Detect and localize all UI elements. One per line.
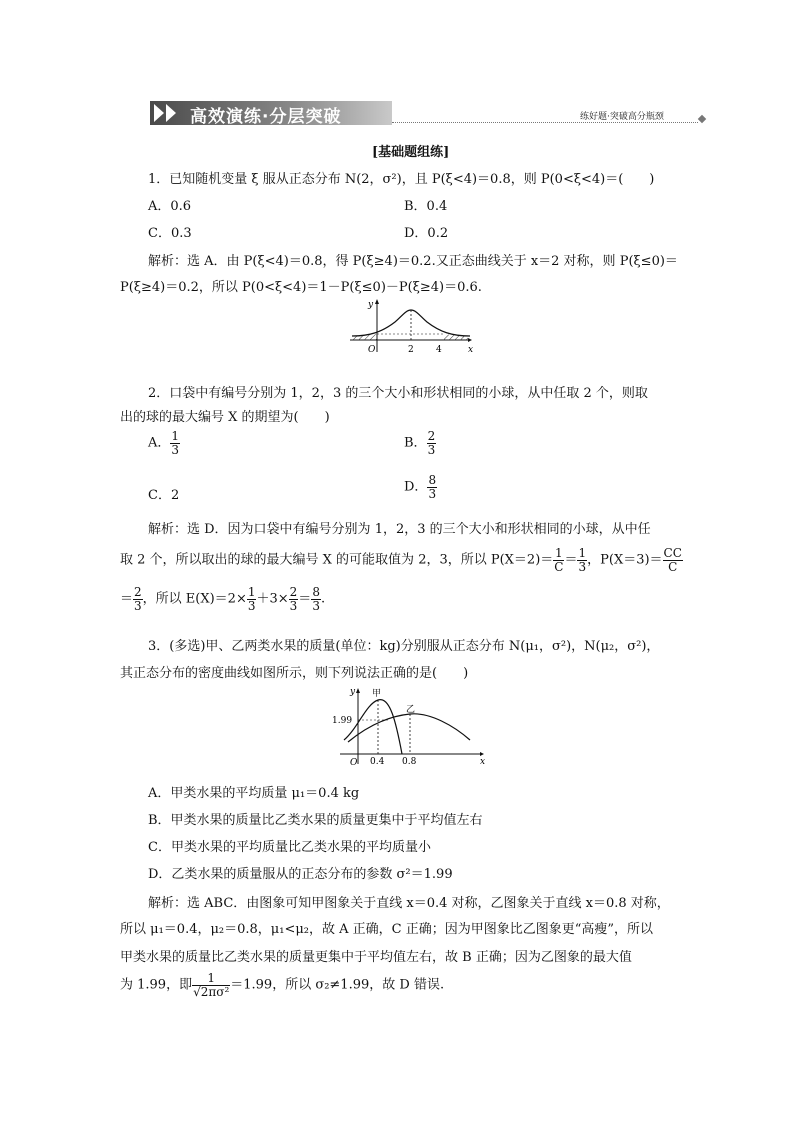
q3-solution-line-3: 甲类水果的质量比乙类水果的质量更集中于平均值左右，故 B 正确；因为乙图象的最大值	[120, 950, 632, 965]
chevron-right-icon	[166, 104, 176, 122]
denominator: 3	[578, 559, 587, 574]
text: ＝	[564, 552, 578, 568]
q3-option-c: C．甲类水果的平均质量比乙类水果的平均质量小	[148, 840, 431, 855]
tick-label-0-8: 0.8	[402, 757, 417, 767]
numerator: 2	[134, 585, 142, 599]
denominator: 3	[289, 598, 298, 613]
numerator: 1	[555, 546, 563, 560]
q1-solution-line-1: 解析：选 A．由 P(ξ<4)＝0.8，得 P(ξ≥4)＝0.2.又正态曲线关于 x＝2 对称，则 P(ξ≤0)＝	[148, 254, 678, 269]
q3-option-d: D．乙类水果的质量服从的正态分布的参数 σ²＝1.99	[148, 867, 453, 882]
text: ，P(X＝3)＝	[587, 552, 663, 568]
tick-label-0-4: 0.4	[370, 757, 385, 767]
text: ＝	[120, 591, 134, 607]
q2-option-c	[148, 484, 179, 503]
option-value: 2	[170, 488, 180, 503]
curve-label-yi: 乙	[406, 705, 416, 715]
denominator: 3	[428, 486, 437, 501]
header-tagline: 练好题·突破高分瓶颈	[580, 112, 664, 122]
q2-option-b	[404, 430, 436, 456]
peak-label: 1.99	[332, 716, 353, 726]
numerator: 1	[192, 972, 230, 986]
numerator: 8	[428, 473, 437, 487]
option-letter: A．	[148, 435, 171, 451]
q2-option-a	[148, 430, 180, 456]
q1-solution-line-2: P(ξ≥4)＝0.2，所以 P(0<ξ<4)＝1－P(ξ≤0)－P(ξ≥4)＝0.6.	[120, 280, 482, 295]
fraction	[663, 547, 683, 573]
diamond-icon	[698, 115, 706, 123]
text: 取 2 个，所以取出的球的最大编号 X 的可能取值为 2，3，所以 P(X＝2)＝	[120, 552, 554, 568]
option-letter: B．	[404, 435, 427, 451]
numerator: 1	[247, 585, 256, 599]
option-letter: D．	[404, 479, 428, 495]
numerator: CC	[663, 546, 682, 560]
text: ，所以 E(X)＝2×	[142, 591, 247, 607]
fraction	[311, 586, 321, 612]
text: 为 1.99，即	[120, 977, 193, 993]
x-label: x	[468, 345, 474, 355]
text: ＋3×	[256, 591, 289, 607]
chevron-right-icon	[154, 104, 164, 122]
q2-stem-line-2: 出的球的最大编号 X 的期望为( )	[120, 410, 330, 425]
denominator: 3	[134, 598, 142, 613]
fraction	[427, 430, 437, 456]
x-axis-arrow-icon	[480, 752, 484, 756]
fraction	[170, 430, 180, 456]
denominator: C	[554, 559, 564, 574]
q2-solution-line-3	[120, 586, 325, 612]
q1-option-c: C．0.3	[148, 226, 192, 241]
numerator: 1	[171, 429, 180, 443]
fraction	[133, 586, 143, 612]
fraction	[427, 474, 437, 500]
numerator: 2	[427, 429, 436, 443]
origin-label: O	[368, 345, 376, 355]
y-label: y	[350, 687, 356, 697]
q3-density-curves-figure	[330, 684, 490, 768]
q3-solution-line-1: 解析：选 ABC．由图象可知甲图象关于直线 x＝0.4 对称，乙图象关于直线 x＝0.8 对称，	[148, 896, 670, 911]
q1-option-a: A．0.6	[148, 199, 192, 214]
curve-jia	[344, 700, 402, 754]
fraction	[192, 972, 230, 998]
q3-stem-line-1: 3．(多选)甲、乙两类水果的质量(单位：kg)分别服从正态分布 N(μ₁，σ²)，N(μ₂，σ²)，	[148, 639, 660, 654]
numerator: 2	[289, 585, 298, 599]
text: ＝1.99，所以 σ₂≠1.99，故 D 错误.	[230, 977, 445, 993]
fraction	[553, 547, 564, 573]
q2-solution-line-1: 解析：选 D．因为口袋中有编号分别为 1，2，3 的三个大小和形状相同的小球，从中任	[148, 522, 651, 537]
q3-option-a: A．甲类水果的平均质量 μ₁＝0.4 kg	[148, 786, 360, 801]
origin-label: O	[350, 758, 358, 768]
q1-stem: 1．已知随机变量 ξ 服从正态分布 N(2，σ²)，且 P(ξ<4)＝0.8，则 P(0<ξ<4)＝( )	[148, 172, 655, 187]
text: .	[320, 591, 326, 607]
q3-solution-line-4	[120, 972, 444, 998]
y-axis-arrow-icon	[375, 299, 379, 304]
curve-label-jia: 甲	[372, 689, 382, 699]
option-letter: C．	[148, 488, 171, 503]
curve-yi	[348, 714, 470, 742]
tick-label-2: 2	[408, 345, 414, 355]
denominator: 3	[171, 442, 180, 457]
denominator: √2πσ²	[193, 984, 230, 999]
q2-stem-line-1: 2．口袋中有编号分别为 1，2，3 的三个大小和形状相同的小球，从中任取 2 个，则取	[148, 386, 648, 401]
fraction	[289, 586, 299, 612]
text: ＝	[298, 591, 312, 607]
y-axis-arrow-icon	[356, 688, 360, 693]
q3-stem-line-2: 其正态分布的密度曲线如图所示，则下列说法正确的是( )	[120, 666, 469, 681]
q2-solution-line-2	[120, 547, 683, 573]
numerator: 1	[578, 546, 587, 560]
x-label: x	[480, 757, 486, 767]
section-title: [基础题组练]	[372, 145, 450, 160]
denominator: 3	[312, 598, 320, 613]
fraction	[577, 547, 587, 573]
denominator: C	[668, 559, 678, 574]
q3-option-b: B．甲类水果的质量比乙类水果的质量更集中于平均值左右	[148, 813, 483, 828]
section-banner	[150, 101, 392, 125]
y-label: y	[368, 300, 374, 310]
q3-solution-line-2: 所以 μ₁＝0.4，μ₂＝0.8，μ₁<μ₂，故 A 正确，C 正确；因为甲图象比乙图象更“高瘦”，所以	[120, 922, 654, 937]
q2-option-d	[404, 474, 437, 500]
denominator: 3	[427, 442, 436, 457]
q1-normal-curve-figure	[340, 296, 480, 358]
denominator: 3	[247, 598, 256, 613]
q1-option-d: D．0.2	[404, 226, 449, 241]
x-axis-arrow-icon	[468, 338, 472, 342]
q1-option-b: B．0.4	[404, 199, 448, 214]
numerator: 8	[312, 585, 320, 599]
header-rule	[392, 122, 698, 123]
tick-label-4: 4	[436, 345, 442, 355]
banner-title: 高效演练·分层突破	[190, 107, 342, 127]
